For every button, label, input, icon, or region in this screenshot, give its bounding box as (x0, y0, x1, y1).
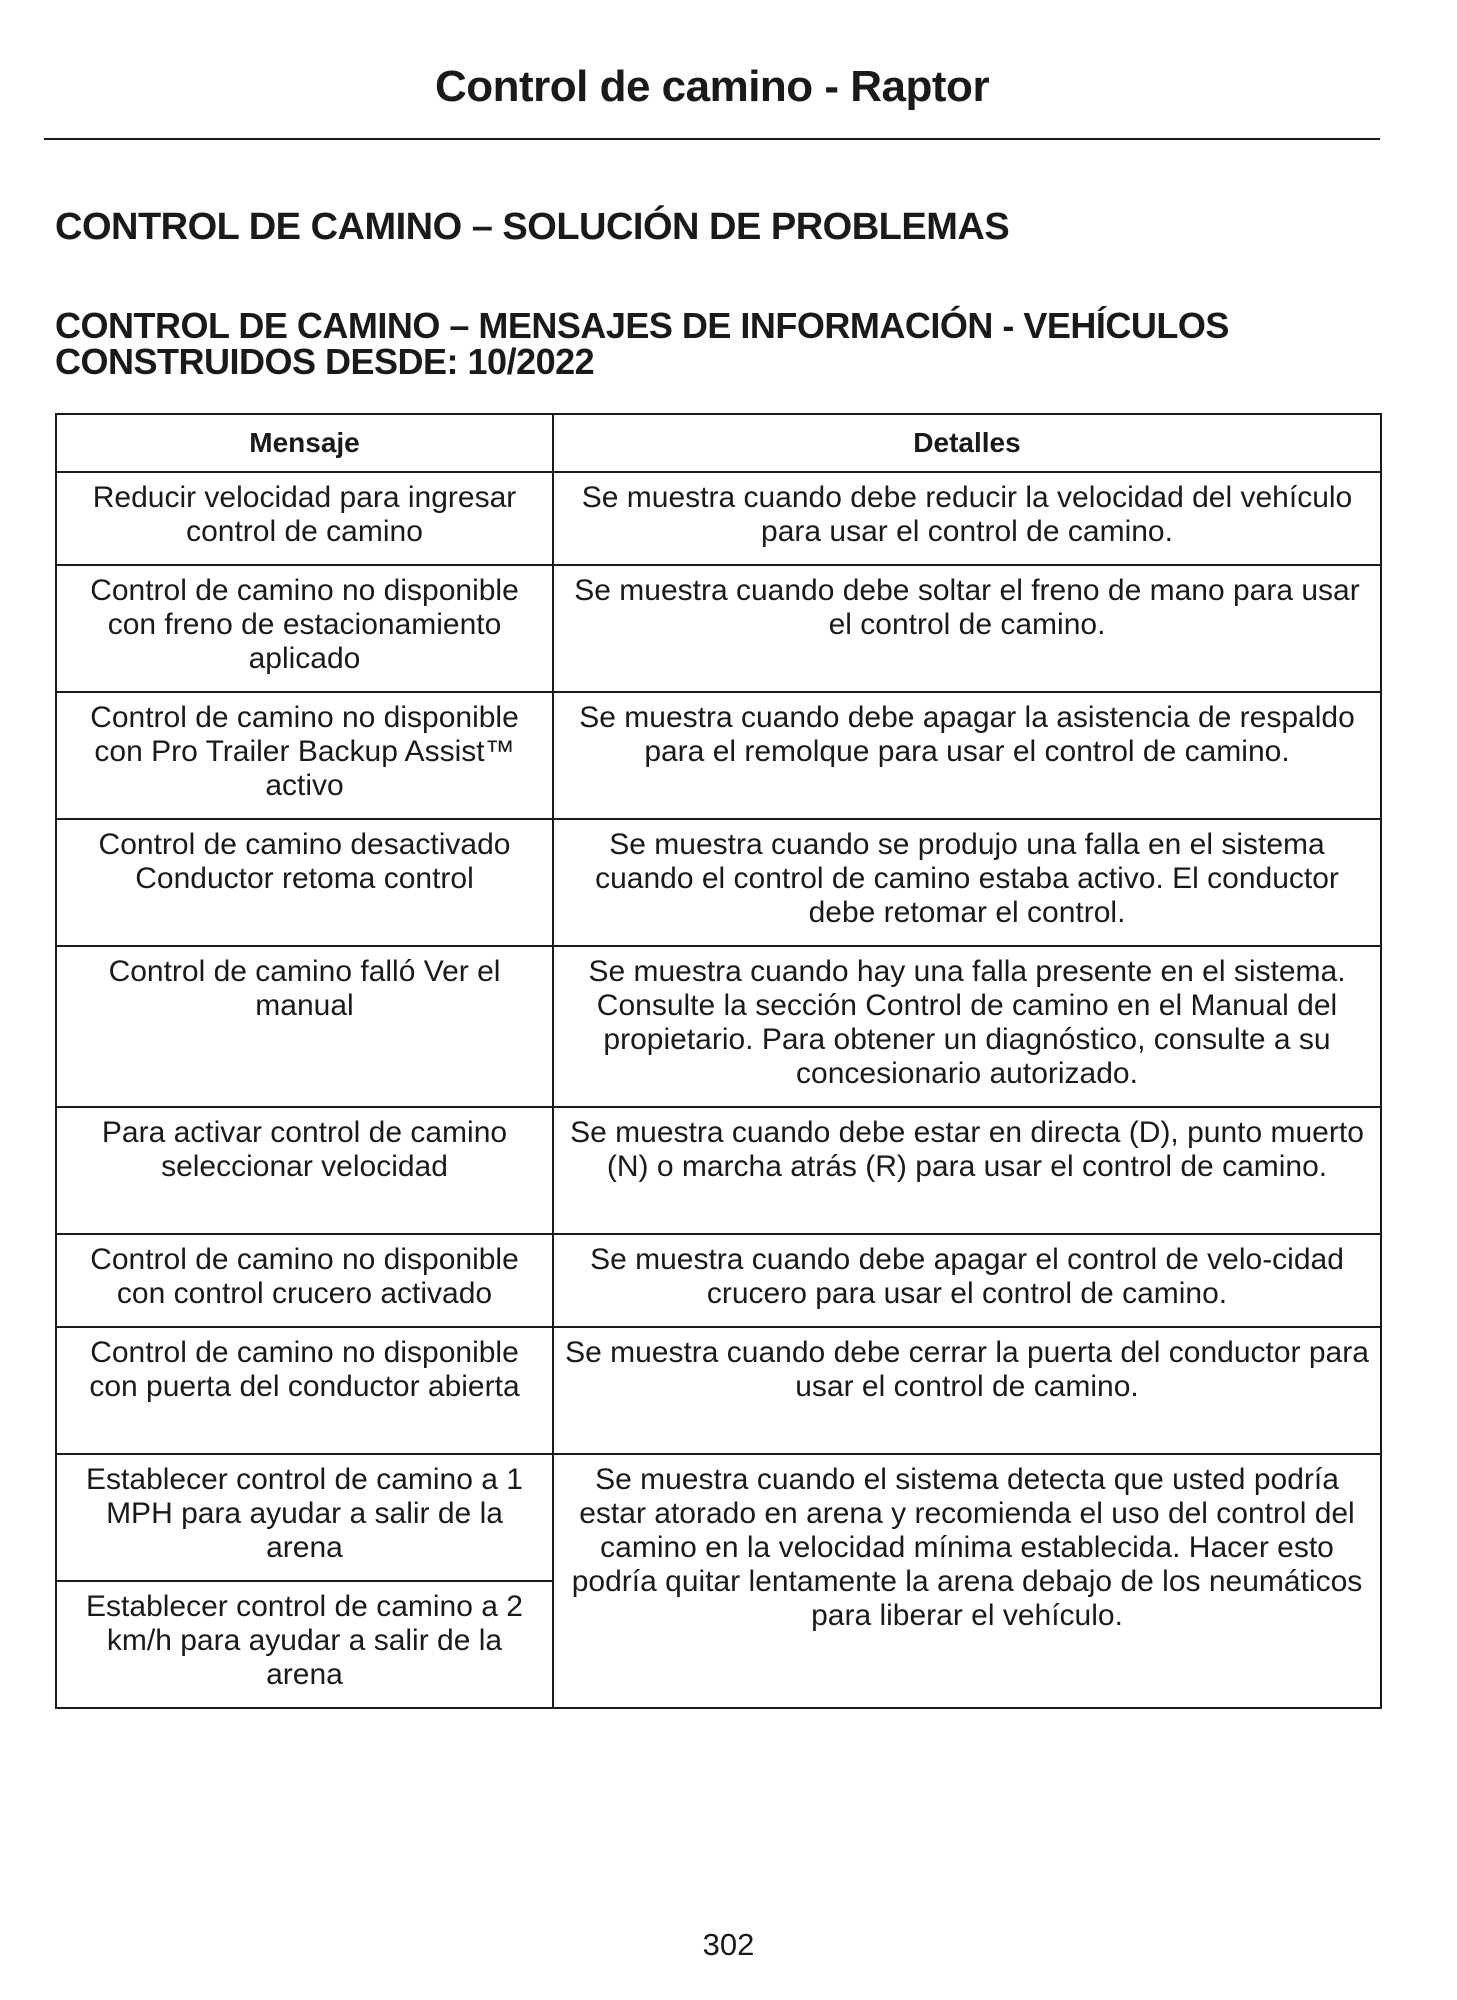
page-title: Control de camino - Raptor (434, 62, 990, 111)
table-row (56, 565, 1381, 692)
column-header-details: Detalles (553, 414, 1381, 472)
table-row (56, 1454, 1381, 1581)
message-cell: Control de camino no disponible con freno de estacionamiento aplicado (56, 565, 553, 692)
message-cell: Control de camino no disponible con puerta del conductor abierta (56, 1327, 553, 1454)
message-cell: Control de camino falló Ver el manual (56, 946, 553, 1107)
table-row (56, 1327, 1381, 1454)
message-cell: Control de camino desactivado Conductor retoma control (56, 819, 553, 946)
message-cell: Control de camino no disponible con control crucero activado (56, 1234, 553, 1327)
details-cell: Se muestra cuando el sistema detecta que usted podría estar atorado en arena y recomienda el uso del control del camino en la velocidad mínima establecida. Hacer esto podría quitar lentamente la arena debajo de los neumáticos para liberar el vehículo. (553, 1454, 1381, 1708)
table-row (56, 692, 1381, 819)
details-cell: Se muestra cuando debe apagar el control de velo-cidad crucero para usar el control de camino. (553, 1234, 1381, 1327)
table-row (56, 819, 1381, 946)
table-row (56, 1107, 1381, 1234)
table-row (56, 472, 1381, 565)
details-cell: Se muestra cuando debe estar en directa (D), punto muerto (N) o marcha atrás (R) para usar el control de camino. (553, 1107, 1381, 1234)
details-cell: Se muestra cuando debe reducir la velocidad del vehículo para usar el control de camino. (553, 472, 1381, 565)
details-cell: Se muestra cuando debe soltar el freno de mano para usar el control de camino. (553, 565, 1381, 692)
table-row (56, 1234, 1381, 1327)
message-cell: Para activar control de camino seleccionar velocidad (56, 1107, 553, 1234)
column-header-message: Mensaje (56, 414, 553, 472)
details-cell: Se muestra cuando se produjo una falla en el sistema cuando el control de camino estaba activo. El conductor debe retomar el control. (553, 819, 1381, 946)
details-cell: Se muestra cuando debe cerrar la puerta del conductor para usar el control de camino. (553, 1327, 1381, 1454)
message-cell: Control de camino no disponible con Pro Trailer Backup Assist™ activo (56, 692, 553, 819)
sub-heading: CONTROL DE CAMINO – MENSAJES DE INFORMACIÓN - VEHÍCULOS CONSTRUIDOS DESDE: 10/2022 (55, 305, 1229, 382)
section-heading: CONTROL DE CAMINO – SOLUCIÓN DE PROBLEMAS (55, 206, 1010, 248)
message-cell: Reducir velocidad para ingresar control de camino (56, 472, 553, 565)
table-header-row (56, 414, 1381, 472)
details-cell: Se muestra cuando hay una falla presente en el sistema. Consulte la sección Control de camino en el Manual del propietario. Para obtener un diagnóstico, consulte a su concesionario autorizado. (553, 946, 1381, 1107)
table-row (56, 946, 1381, 1107)
messages-table (55, 413, 1382, 1709)
message-cell: Establecer control de camino a 2 km/h para ayudar a salir de la arena (56, 1581, 553, 1708)
details-cell: Se muestra cuando debe apagar la asistencia de respaldo para el remolque para usar el control de camino. (553, 692, 1381, 819)
header-divider (44, 138, 1380, 140)
message-cell: Establecer control de camino a 1 MPH para ayudar a salir de la arena (56, 1454, 553, 1581)
page-number: 302 (702, 1927, 755, 1962)
